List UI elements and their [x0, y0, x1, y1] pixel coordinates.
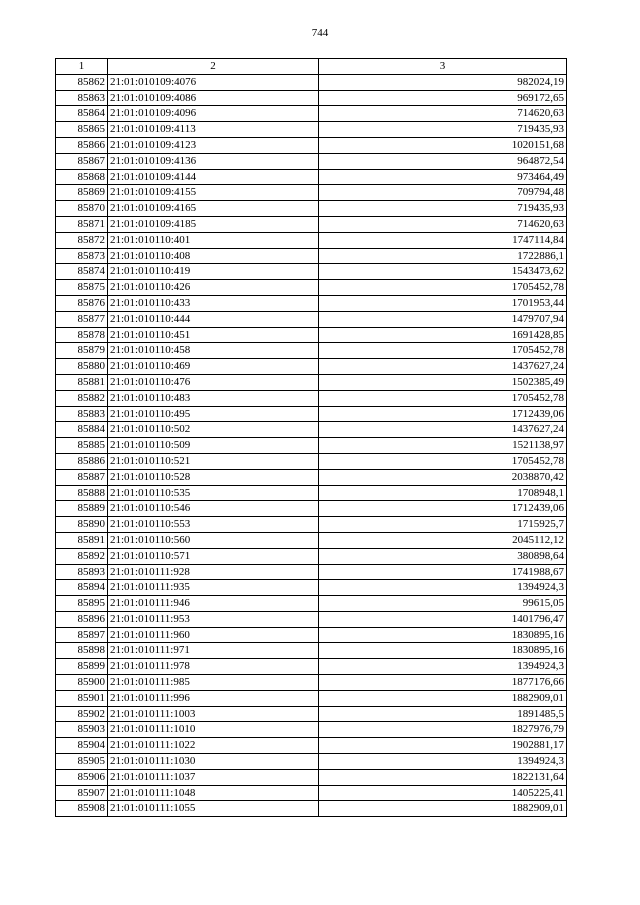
table-row: [56, 169, 567, 185]
table-row: [56, 675, 567, 691]
cadastral-value: 1705452,78: [319, 390, 567, 406]
row-number: 85868: [56, 169, 108, 185]
cadastral-number: 21:01:010110:546: [108, 501, 319, 517]
table-row: [56, 137, 567, 153]
cadastral-value: 1401796,47: [319, 611, 567, 627]
row-number: 85902: [56, 706, 108, 722]
row-number: 85895: [56, 596, 108, 612]
table-row: [56, 469, 567, 485]
registry-table: [55, 58, 567, 817]
table-row: [56, 548, 567, 564]
table-row: [56, 643, 567, 659]
row-number: 85866: [56, 137, 108, 153]
cadastral-value: 719435,93: [319, 201, 567, 217]
row-number: 85869: [56, 185, 108, 201]
row-number: 85889: [56, 501, 108, 517]
cadastral-value: 1705452,78: [319, 280, 567, 296]
cadastral-value: 1902881,17: [319, 738, 567, 754]
row-number: 85893: [56, 564, 108, 580]
cadastral-value: 1701953,44: [319, 295, 567, 311]
row-number: 85883: [56, 406, 108, 422]
cadastral-number: 21:01:010111:971: [108, 643, 319, 659]
cadastral-number: 21:01:010110:408: [108, 248, 319, 264]
row-number: 85897: [56, 627, 108, 643]
cadastral-number: 21:01:010110:451: [108, 327, 319, 343]
cadastral-value: 1020151,68: [319, 137, 567, 153]
column-header-2: 2: [108, 59, 319, 75]
cadastral-number: 21:01:010111:978: [108, 659, 319, 675]
table-row: [56, 232, 567, 248]
cadastral-value: 1715925,7: [319, 517, 567, 533]
table-row: [56, 422, 567, 438]
row-number: 85880: [56, 359, 108, 375]
cadastral-number: 21:01:010110:444: [108, 311, 319, 327]
cadastral-number: 21:01:010111:960: [108, 627, 319, 643]
table-row: [56, 438, 567, 454]
cadastral-value: 1437627,24: [319, 359, 567, 375]
cadastral-number: 21:01:010111:935: [108, 580, 319, 596]
cadastral-number: 21:01:010109:4155: [108, 185, 319, 201]
cadastral-number: 21:01:010110:502: [108, 422, 319, 438]
cadastral-number: 21:01:010110:426: [108, 280, 319, 296]
cadastral-number: 21:01:010111:928: [108, 564, 319, 580]
table-row: [56, 485, 567, 501]
cadastral-number: 21:01:010111:1037: [108, 769, 319, 785]
row-number: 85864: [56, 106, 108, 122]
cadastral-number: 21:01:010111:953: [108, 611, 319, 627]
cadastral-value: 1882909,01: [319, 801, 567, 817]
cadastral-value: 1722886,1: [319, 248, 567, 264]
table-row: [56, 801, 567, 817]
row-number: 85871: [56, 216, 108, 232]
table-row: [56, 390, 567, 406]
row-number: 85879: [56, 343, 108, 359]
cadastral-number: 21:01:010111:985: [108, 675, 319, 691]
row-number: 85881: [56, 374, 108, 390]
row-number: 85884: [56, 422, 108, 438]
row-number: 85888: [56, 485, 108, 501]
cadastral-number: 21:01:010111:1022: [108, 738, 319, 754]
table-row: [56, 122, 567, 138]
row-number: 85896: [56, 611, 108, 627]
table-row: [56, 611, 567, 627]
row-number: 85874: [56, 264, 108, 280]
cadastral-number: 21:01:010111:1010: [108, 722, 319, 738]
cadastral-value: 1830895,16: [319, 627, 567, 643]
cadastral-value: 1479707,94: [319, 311, 567, 327]
table-row: [56, 153, 567, 169]
cadastral-value: 1891485,5: [319, 706, 567, 722]
row-number: 85865: [56, 122, 108, 138]
table-row: [56, 580, 567, 596]
cadastral-value: 1712439,06: [319, 501, 567, 517]
row-number: 85891: [56, 532, 108, 548]
cadastral-number: 21:01:010110:553: [108, 517, 319, 533]
cadastral-number: 21:01:010109:4136: [108, 153, 319, 169]
table-row: [56, 280, 567, 296]
table-row: [56, 343, 567, 359]
table-row: [56, 769, 567, 785]
row-number: 85870: [56, 201, 108, 217]
table-row: [56, 754, 567, 770]
cadastral-value: 1827976,79: [319, 722, 567, 738]
table-row: [56, 248, 567, 264]
table-row: [56, 264, 567, 280]
table-row: [56, 374, 567, 390]
cadastral-value: 380898,64: [319, 548, 567, 564]
row-number: 85887: [56, 469, 108, 485]
cadastral-value: 1437627,24: [319, 422, 567, 438]
table-row: [56, 690, 567, 706]
row-number: 85905: [56, 754, 108, 770]
cadastral-number: 21:01:010110:535: [108, 485, 319, 501]
row-number: 85886: [56, 453, 108, 469]
row-number: 85878: [56, 327, 108, 343]
table-row: [56, 327, 567, 343]
cadastral-number: 21:01:010110:419: [108, 264, 319, 280]
cadastral-value: 719435,93: [319, 122, 567, 138]
cadastral-number: 21:01:010111:1055: [108, 801, 319, 817]
cadastral-number: 21:01:010110:476: [108, 374, 319, 390]
table-row: [56, 596, 567, 612]
cadastral-number: 21:01:010110:571: [108, 548, 319, 564]
row-number: 85885: [56, 438, 108, 454]
table-row: [56, 517, 567, 533]
row-number: 85890: [56, 517, 108, 533]
cadastral-number: 21:01:010111:946: [108, 596, 319, 612]
table-row: [56, 501, 567, 517]
cadastral-value: 1502385,49: [319, 374, 567, 390]
cadastral-number: 21:01:010109:4165: [108, 201, 319, 217]
cadastral-number: 21:01:010110:469: [108, 359, 319, 375]
cadastral-value: 1394924,3: [319, 580, 567, 596]
table-body: [56, 74, 567, 816]
table-row: [56, 532, 567, 548]
cadastral-value: 982024,19: [319, 74, 567, 90]
row-number: 85875: [56, 280, 108, 296]
cadastral-number: 21:01:010111:996: [108, 690, 319, 706]
row-number: 85901: [56, 690, 108, 706]
cadastral-value: 2038870,42: [319, 469, 567, 485]
cadastral-value: 1708948,1: [319, 485, 567, 501]
cadastral-number: 21:01:010111:1003: [108, 706, 319, 722]
cadastral-value: 969172,65: [319, 90, 567, 106]
page-number: 744: [311, 27, 329, 39]
cadastral-value: 1691428,85: [319, 327, 567, 343]
cadastral-value: 1822131,64: [319, 769, 567, 785]
cadastral-value: 714620,63: [319, 106, 567, 122]
row-number: 85872: [56, 232, 108, 248]
header-row: [56, 59, 567, 75]
cadastral-value: 709794,48: [319, 185, 567, 201]
cadastral-number: 21:01:010110:401: [108, 232, 319, 248]
table-row: [56, 185, 567, 201]
cadastral-number: 21:01:010110:528: [108, 469, 319, 485]
row-number: 85882: [56, 390, 108, 406]
row-number: 85907: [56, 785, 108, 801]
cadastral-value: 1705452,78: [319, 453, 567, 469]
cadastral-value: 1830895,16: [319, 643, 567, 659]
row-number: 85876: [56, 295, 108, 311]
table-row: [56, 311, 567, 327]
table-row: [56, 706, 567, 722]
table-row: [56, 359, 567, 375]
cadastral-value: 1747114,84: [319, 232, 567, 248]
table-row: [56, 406, 567, 422]
cadastral-number: 21:01:010109:4144: [108, 169, 319, 185]
row-number: 85867: [56, 153, 108, 169]
cadastral-value: 1712439,06: [319, 406, 567, 422]
table-row: [56, 659, 567, 675]
table-row: [56, 722, 567, 738]
column-header-3: 3: [319, 59, 567, 75]
row-number: 85898: [56, 643, 108, 659]
row-number: 85900: [56, 675, 108, 691]
table-row: [56, 295, 567, 311]
table-row: [56, 564, 567, 580]
cadastral-value: 1741988,67: [319, 564, 567, 580]
cadastral-number: 21:01:010109:4086: [108, 90, 319, 106]
table-row: [56, 90, 567, 106]
cadastral-value: 1705452,78: [319, 343, 567, 359]
cadastral-number: 21:01:010110:560: [108, 532, 319, 548]
column-header-1: 1: [56, 59, 108, 75]
table-row: [56, 785, 567, 801]
row-number: 85892: [56, 548, 108, 564]
cadastral-number: 21:01:010110:483: [108, 390, 319, 406]
row-number: 85873: [56, 248, 108, 264]
cadastral-value: 1877176,66: [319, 675, 567, 691]
cadastral-value: 1405225,41: [319, 785, 567, 801]
row-number: 85877: [56, 311, 108, 327]
cadastral-value: 714620,63: [319, 216, 567, 232]
row-number: 85908: [56, 801, 108, 817]
cadastral-value: 964872,54: [319, 153, 567, 169]
table-row: [56, 738, 567, 754]
table-row: [56, 216, 567, 232]
row-number: 85906: [56, 769, 108, 785]
cadastral-value: 2045112,12: [319, 532, 567, 548]
cadastral-number: 21:01:010110:509: [108, 438, 319, 454]
table-row: [56, 453, 567, 469]
row-number: 85894: [56, 580, 108, 596]
row-number: 85904: [56, 738, 108, 754]
cadastral-value: 1543473,62: [319, 264, 567, 280]
table-header: [56, 59, 567, 75]
cadastral-value: 99615,05: [319, 596, 567, 612]
cadastral-number: 21:01:010111:1030: [108, 754, 319, 770]
cadastral-value: 973464,49: [319, 169, 567, 185]
table-row: [56, 627, 567, 643]
cadastral-number: 21:01:010110:521: [108, 453, 319, 469]
row-number: 85862: [56, 74, 108, 90]
cadastral-value: 1521138,97: [319, 438, 567, 454]
cadastral-number: 21:01:010109:4076: [108, 74, 319, 90]
cadastral-value: 1394924,3: [319, 754, 567, 770]
row-number: 85899: [56, 659, 108, 675]
cadastral-number: 21:01:010109:4123: [108, 137, 319, 153]
cadastral-number: 21:01:010110:458: [108, 343, 319, 359]
table-row: [56, 106, 567, 122]
cadastral-value: 1882909,01: [319, 690, 567, 706]
cadastral-number: 21:01:010109:4113: [108, 122, 319, 138]
table-row: [56, 201, 567, 217]
cadastral-number: 21:01:010110:433: [108, 295, 319, 311]
cadastral-number: 21:01:010110:495: [108, 406, 319, 422]
cadastral-number: 21:01:010109:4185: [108, 216, 319, 232]
cadastral-number: 21:01:010111:1048: [108, 785, 319, 801]
cadastral-number: 21:01:010109:4096: [108, 106, 319, 122]
cadastral-value: 1394924,3: [319, 659, 567, 675]
row-number: 85863: [56, 90, 108, 106]
table-row: [56, 74, 567, 90]
row-number: 85903: [56, 722, 108, 738]
